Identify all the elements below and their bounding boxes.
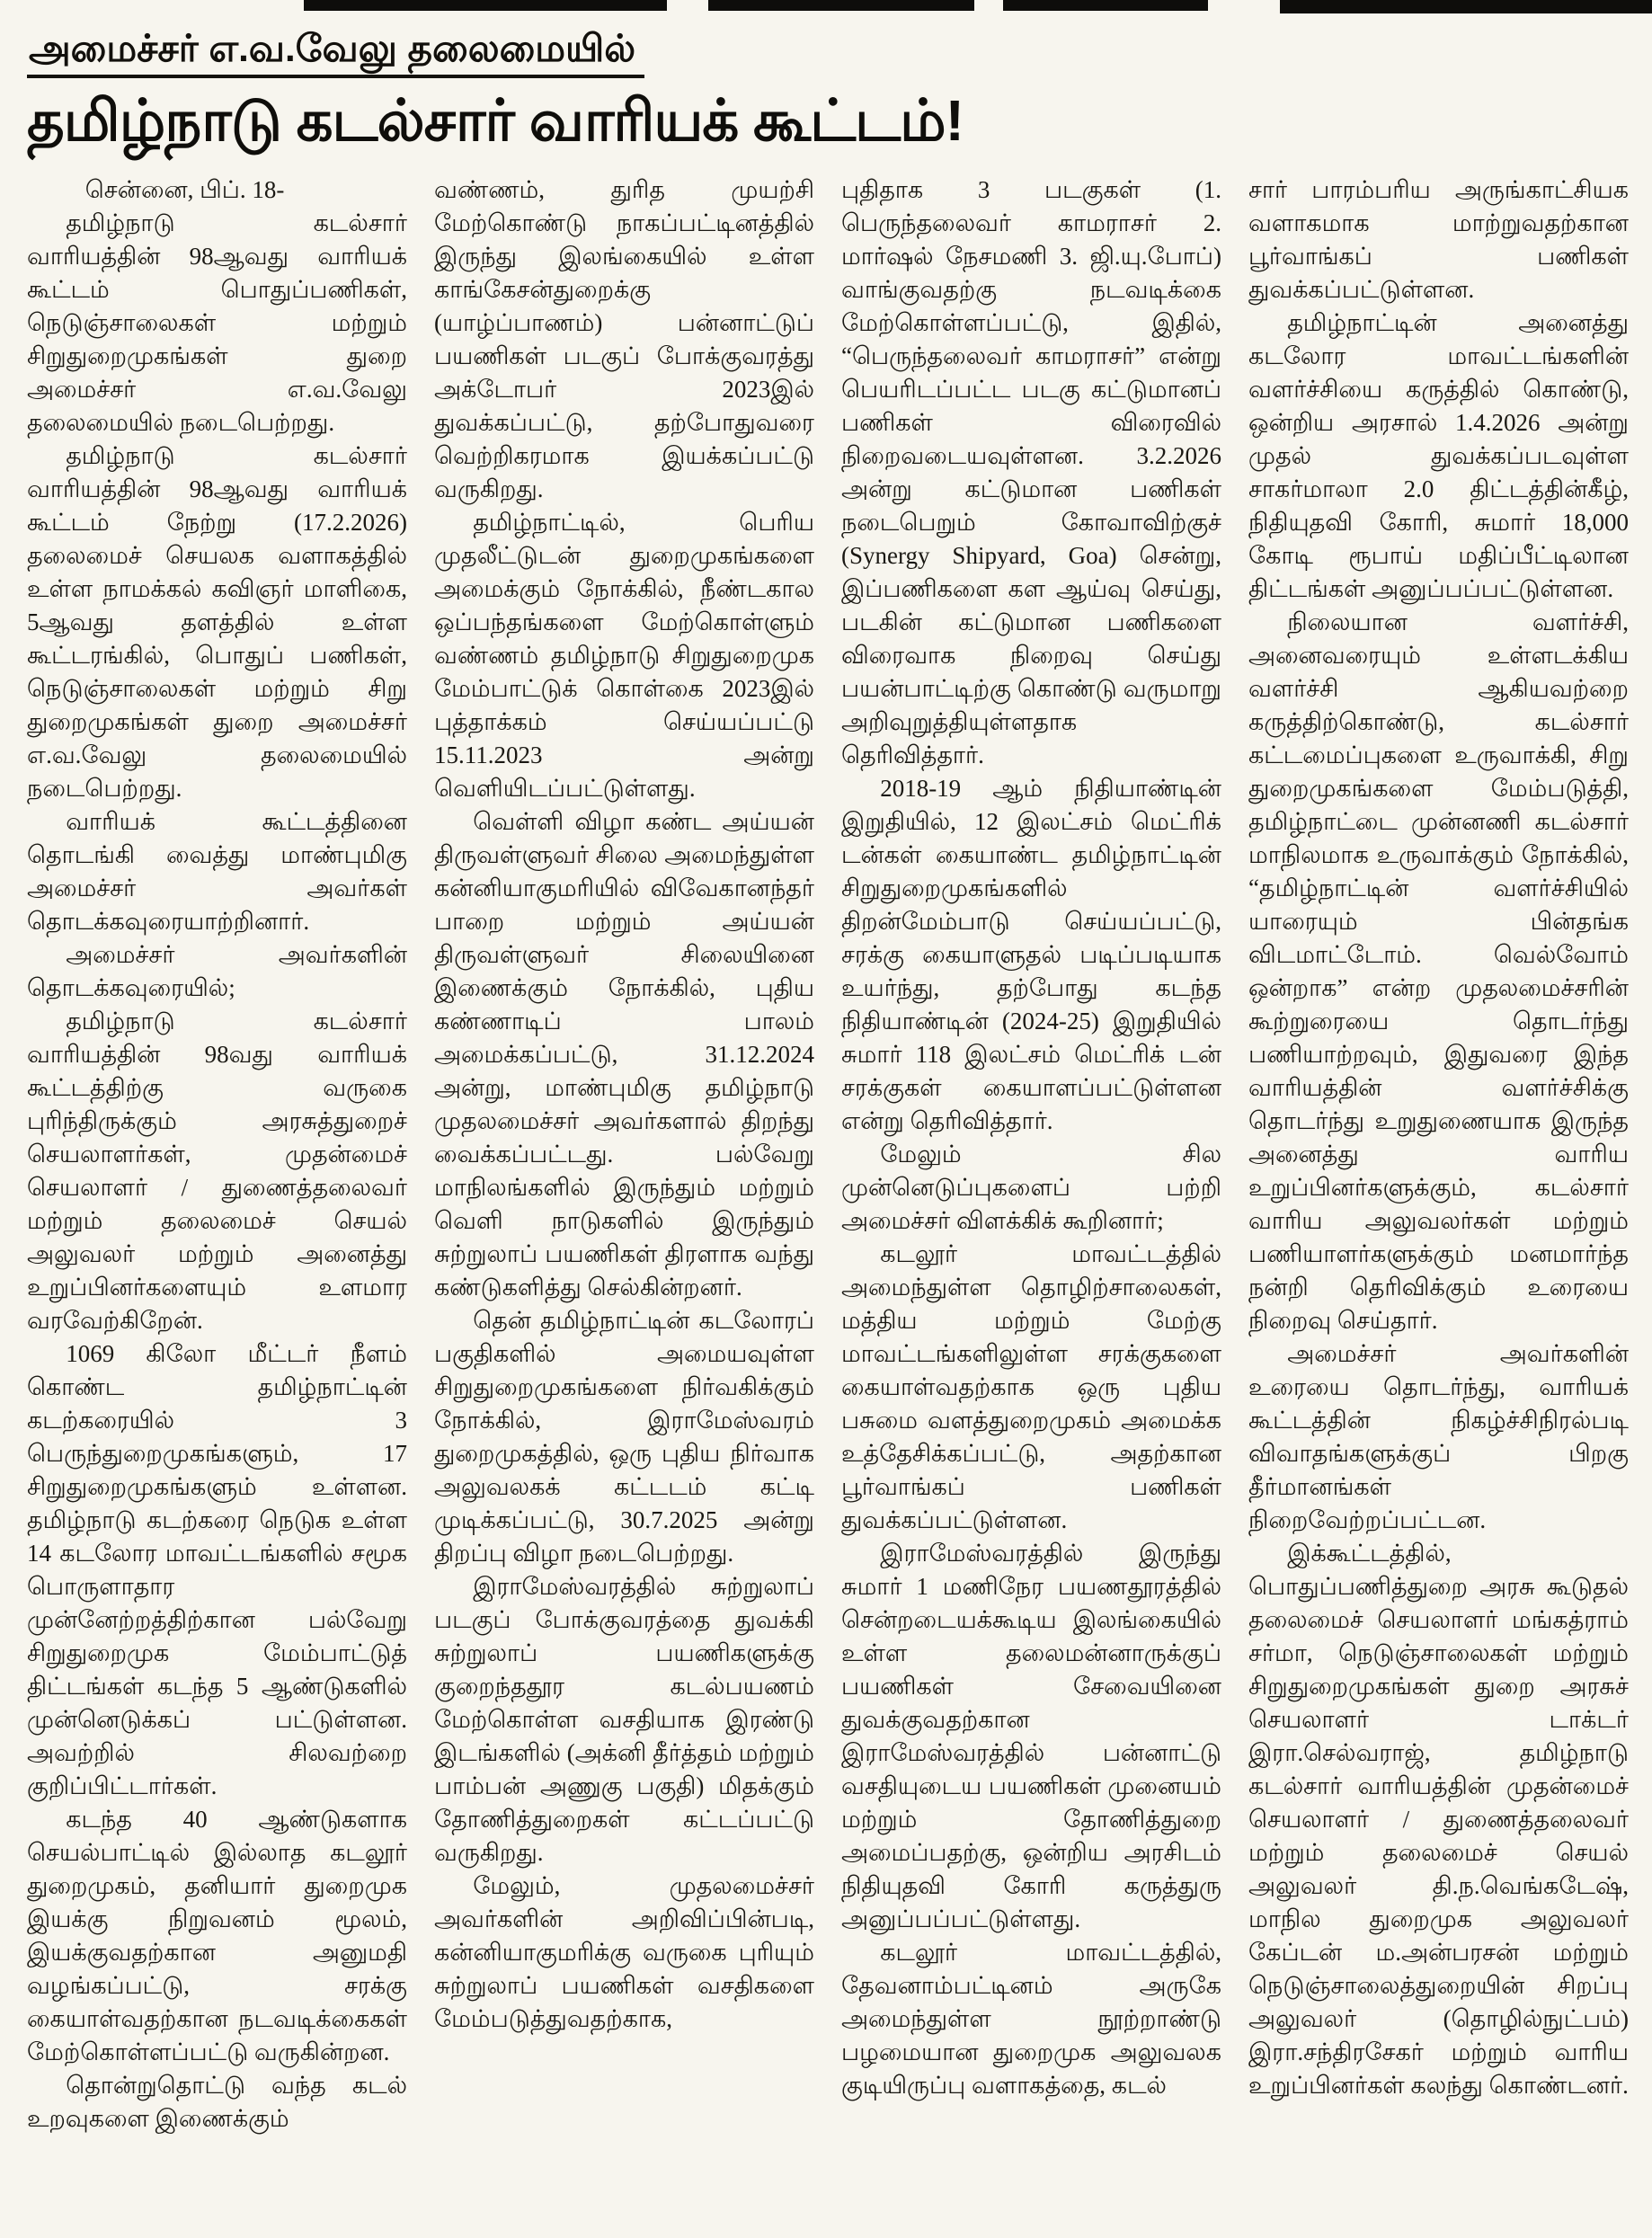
paragraph: 1069 கிலோ மீட்டர் நீளம் கொண்ட தமிழ்நாட்டின் கடற்கரையில் 3 பெருந்துறைமுகங்களும், 17 சிறுதுறைமுகங்களும் உள்ளன. தமிழ்நாடு கடற்கரை நெடுக உள்ள 14 கடலோர மாவட்டங்களில் சமூக பொருளாதார முன்னேற்றத்திற்கான பல்வேறு சிறுதுறைமுக மேம்பாட்டுத் திட்டங்கள் கடந்த 5 ஆண்டுகளில் முன்னெடுக்கப் பட்டுள்ளன. அவற்றில் சிலவற்றை குறிப்பிட்டார்கள். xyxy=(27,1339,407,1799)
paragraph: கடந்த 40 ஆண்டுகளாக செயல்பாட்டில் இல்லாத கடலூர் துறைமுகம், தனியார் துறைமுக இயக்கு நிறுவனம் மூலம், இயக்குவதற்கான அனுமதி வழங்கப்பட்டு, சரக்கு கையாள்வதற்கான நடவடிக்கைகள் மேற்கொள்ளப்பட்டு வருகின்றன. xyxy=(27,1805,407,2065)
paragraph: வண்ணம், துரித முயற்சி மேற்கொண்டு நாகப்பட்டினத்தில் இருந்து இலங்கையில் உள்ள காங்கேசன்துறைக்கு (யாழ்ப்பாணம்) பன்னாட்டுப் பயணிகள் படகுப் போக்குவரத்து அக்டோபர் 2023இல் துவக்கப்பட்டு, தற்போதுவரை வெற்றிகரமாக இயக்கப்பட்டு வருகிறது. xyxy=(434,175,814,502)
scan-artifact-bar xyxy=(708,0,974,11)
article-column-4 xyxy=(1248,173,1629,2136)
scan-artifact-bar xyxy=(304,0,667,11)
article-column-1 xyxy=(27,173,407,2136)
article-column-3 xyxy=(841,173,1221,2136)
paragraph: இராமேஸ்வரத்தில் இருந்து சுமார் 1 மணிநேர பயணதூரத்தில் சென்றடையக்கூடிய இலங்கையில் உள்ள தலைமன்னாருக்குப் பயணிகள் சேவையினை துவக்குவதற்கான இராமேஸ்வரத்தில் பன்னாட்டு வசதியுடைய பயணிகள் முனையம் மற்றும் தோணித்துறை அமைப்பதற்கு, ஒன்றிய அரசிடம் நிதியுதவி கோரி கருத்துரு அனுப்பப்பட்டுள்ளது. xyxy=(841,1539,1221,1932)
paragraph: தமிழ்நாடு கடல்சார் வாரியத்தின் 98ஆவது வாரியக் கூட்டம் பொதுப்பணிகள், நெடுஞ்சாலைகள் மற்றும் சிறுதுறைமுகங்கள் துறை அமைச்சர் எ.வ.வேலு தலைமையில் நடைபெற்றது. xyxy=(27,209,407,436)
paragraph: தமிழ்நாட்டில், பெரிய முதலீட்டுடன் துறைமுகங்களை அமைக்கும் நோக்கில், நீண்டகால ஒப்பந்தங்களை மேற்கொள்ளும் வண்ணம் தமிழ்நாடு சிறுதுறைமுக மேம்பாட்டுக் கொள்கை 2023இல் புத்தாக்கம் செய்யப்பட்டு 15.11.2023 அன்று வெளியிடப்பட்டுள்ளது. xyxy=(434,508,814,802)
paragraph: தென் தமிழ்நாட்டின் கடலோரப் பகுதிகளில் அமையவுள்ள சிறுதுறைமுகங்களை நிர்வகிக்கும் நோக்கில், இராமேஸ்வரம் துறைமுகத்தில், ஒரு புதிய நிர்வாக அலுவலகக் கட்டடம் கட்டி முடிக்கப்பட்டு, 30.7.2025 அன்று திறப்பு விழா நடைபெற்றது. xyxy=(434,1306,814,1567)
article-body xyxy=(27,173,1629,2136)
paragraph: புதிதாக 3 படகுகள் (1. பெருந்தலைவர் காமராசர் 2. மார்ஷல் நேசமணி 3. ஜி.யு.போப்) வாங்குவதற்கு நடவடிக்கை மேற்கொள்ளப்பட்டு, இதில், “பெருந்தலைவர் காமராசர்” என்று பெயரிடப்பட்ட படகு கட்டுமானப் பணிகள் விரைவில் நிறைவடையவுள்ளன. 3.2.2026 அன்று கட்டுமான பணிகள் நடைபெறும் கோவாவிற்குச் (Synergy Shipyard, Goa) சென்று, இப்பணிகளை கள ஆய்வு செய்து, படகின் கட்டுமான பணிகளை விரைவாக நிறைவு செய்து பயன்பாட்டிற்கு கொண்டு வருமாறு அறிவுறுத்தியுள்ளதாக தெரிவித்தார். xyxy=(841,175,1221,768)
paragraph: தமிழ்நாடு கடல்சார் வாரியத்தின் 98ஆவது வாரியக் கூட்டம் நேற்று (17.2.2026) தலைமைச் செயலக வளாகத்தில் உள்ள நாமக்கல் கவிஞர் மாளிகை, 5ஆவது தளத்தில் உள்ள கூட்டரங்கில், பொதுப் பணிகள், நெடுஞ்சாலைகள் மற்றும் சிறு துறைமுகங்கள் துறை அமைச்சர் எ.வ.வேலு தலைமையில் நடைபெற்றது. xyxy=(27,441,407,802)
paragraph: கடலூர் மாவட்டத்தில், தேவனாம்பட்டினம் அருகே அமைந்துள்ள நூற்றாண்டு பழமையான துறைமுக அலுவலக குடியிருப்பு வளாகத்தை, கடல் xyxy=(841,1938,1221,2099)
paragraph: நிலையான வளர்ச்சி, அனைவரையும் உள்ளடக்கிய வளர்ச்சி ஆகியவற்றை கருத்திற்கொண்டு, கடல்சார் கட்டமைப்புகளை உருவாக்கி, சிறு துறைமுகங்களை மேம்படுத்தி, தமிழ்நாட்டை முன்னணி கடல்சார் மாநிலமாக உருவாக்கும் நோக்கில், “தமிழ்நாட்டின் வளர்ச்சியில் யாரையும் பின்தங்க விடமாட்டோம். வெல்வோம் ஒன்றாக” என்ற முதலமைச்சரின் கூற்றுரையை தொடர்ந்து பணியாற்றவும், இதுவரை இந்த வாரியத்தின் வளர்ச்சிக்கு தொடர்ந்து உறுதுணையாக இருந்த அனைத்து வாரிய உறுப்பினர்களுக்கும், கடல்சார் வாரிய அலுவலர்கள் மற்றும் பணியாளர்களுக்கும் மனமார்ந்த நன்றி தெரிவிக்கும் உரையை நிறைவு செய்தார். xyxy=(1248,608,1629,1334)
dateline: சென்னை, பிப். 18- xyxy=(84,175,285,203)
article-column-2 xyxy=(434,173,814,2136)
paragraph: இராமேஸ்வரத்தில் சுற்றுலாப் படகுப் போக்குவரத்தை துவக்கி சுற்றுலாப் பயணிகளுக்கு குறைந்ததூர கடல்பயணம் மேற்கொள்ள வசதியாக இரண்டு இடங்களில் (அக்னி தீர்த்தம் மற்றும் பாம்பன் அணுகு பகுதி) மிதக்கும் தோணித்துறைகள் கட்டப்பட்டு வருகிறது. xyxy=(434,1572,814,1866)
article-header xyxy=(27,27,1629,154)
paragraph: மேலும், முதலமைச்சர் அவர்களின் அறிவிப்பின்படி, கன்னியாகுமரிக்கு வருகை புரியும் சுற்றுலாப் பயணிகள் வசதிகளை மேம்படுத்துவதற்காக, xyxy=(434,1871,814,2032)
paragraph: மேலும் சில முன்னெடுப்புகளைப் பற்றி அமைச்சர் விளக்கிக் கூறினார்; xyxy=(841,1140,1221,1234)
paragraph: வாரியக் கூட்டத்தினை தொடங்கி வைத்து மாண்புமிகு அமைச்சர் அவர்கள் தொடக்கவுரையாற்றினார். xyxy=(27,807,407,935)
article-headline: தமிழ்நாடு கடல்சார் வாரியக் கூட்டம்! xyxy=(27,88,964,154)
paragraph: தமிழ்நாடு கடல்சார் வாரியத்தின் 98வது வாரியக் கூட்டத்திற்கு வருகை புரிந்திருக்கும் அரசுத்துறைச் செயலாளர்கள், முதன்மைச் செயலாளர் / துணைத்தலைவர் மற்றும் தலைமைச் செயல் அலுவலர் மற்றும் அனைத்து உறுப்பினர்களையும் உளமார வரவேற்கிறேன். xyxy=(27,1007,407,1334)
paragraph: தமிழ்நாட்டின் அனைத்து கடலோர மாவட்டங்களின் வளர்ச்சியை கருத்தில் கொண்டு, ஒன்றிய அரசால் 1.4.2026 அன்று முதல் துவக்கப்படவுள்ள சாகர்மாலா 2.0 திட்டத்தின்கீழ், நிதியுதவி கோரி, சுமார் 18,000 கோடி ரூபாய் மதிப்பீட்டிலான திட்டங்கள் அனுப்பப்பட்டுள்ளன. xyxy=(1248,308,1629,602)
paragraph: கடலூர் மாவட்டத்தில் அமைந்துள்ள தொழிற்சாலைகள், மத்திய மற்றும் மேற்கு மாவட்டங்களிலுள்ள சரக்குகளை கையாள்வதற்காக ஒரு புதிய பசுமை வளத்துறைமுகம் அமைக்க உத்தேசிக்கப்பட்டு, அதற்கான பூர்வாங்கப் பணிகள் துவக்கப்பட்டுள்ளன. xyxy=(841,1239,1221,1533)
paragraph: இக்கூட்டத்தில், பொதுப்பணித்துறை அரசு கூடுதல் தலைமைச் செயலாளர் மங்கத்ராம் சர்மா, நெடுஞ்சாலைகள் மற்றும் சிறுதுறைமுகங்கள் துறை அரசுச் செயலாளர் டாக்டர் இரா.செல்வராஜ், தமிழ்நாடு கடல்சார் வாரியத்தின் முதன்மைச் செயலாளர் / துணைத்தலைவர் மற்றும் தலைமைச் செயல் அலுவலர் தி.ந.வெங்கடேஷ், மாநில துறைமுக அலுவலர் கேப்டன் ம.அன்பரசன் மற்றும் நெடுஞ்சாலைத்துறையின் சிறப்பு அலுவலர் (தொழில்நுட்பம்) இரா.சந்திரசேகர் மற்றும் வாரிய உறுப்பினர்கள் கலந்து கொண்டனர். xyxy=(1248,1539,1629,2099)
scan-artifact-bar xyxy=(1003,0,1208,11)
paragraph: அமைச்சர் அவர்களின் தொடக்கவுரையில்; xyxy=(27,940,407,1001)
paragraph: சார் பாரம்பரிய அருங்காட்சியக வளாகமாக மாற்றுவதற்கான பூர்வாங்கப் பணிகள் துவக்கப்பட்டுள்ளன. xyxy=(1248,175,1629,303)
paragraph: வெள்ளி விழா கண்ட அய்யன் திருவள்ளுவர் சிலை அமைந்துள்ள கன்னியாகுமரியில் விவேகானந்தர் பாறை மற்றும் அய்யன் திருவள்ளுவர் சிலையினை இணைக்கும் நோக்கில், புதிய கண்ணாடிப் பாலம் அமைக்கப்பட்டு, 31.12.2024 அன்று, மாண்புமிகு தமிழ்நாடு முதலமைச்சர் அவர்களால் திறந்து வைக்கப்பட்டது. பல்வேறு மாநிலங்களில் இருந்தும் மற்றும் வெளி நாடுகளில் இருந்தும் சுற்றுலாப் பயணிகள் திரளாக வந்து கண்டுகளித்து செல்கின்றனர். xyxy=(434,807,814,1301)
scan-artifact-bar xyxy=(1280,0,1652,13)
paragraph: தொன்றுதொட்டு வந்த கடல் உறவுகளை இணைக்கும் xyxy=(27,2071,407,2132)
article-kicker: அமைச்சர் எ.வ.வேலு தலைமையில் xyxy=(27,27,644,78)
paragraph: 2018-19 ஆம் நிதியாண்டின் இறுதியில், 12 இலட்சம் மெட்ரிக் டன்கள் கையாண்ட தமிழ்நாட்டின் சிறுதுறைமுகங்களில் திறன்மேம்பாடு செய்யப்பட்டு, சரக்கு கையாளுதல் படிப்படியாக உயர்ந்து, தற்போது கடந்த நிதியாண்டின் (2024-25) இறுதியில் சுமார் 118 இலட்சம் மெட்ரிக் டன் சரக்குகள் கையாளப்பட்டுள்ளன என்று தெரிவித்தார். xyxy=(841,774,1221,1134)
paragraph: அமைச்சர் அவர்களின் உரையை தொடர்ந்து, வாரியக் கூட்டத்தின் நிகழ்ச்சிநிரல்படி விவாதங்களுக்குப் பிறகு தீர்மானங்கள் நிறைவேற்றப்பட்டன. xyxy=(1248,1339,1629,1533)
